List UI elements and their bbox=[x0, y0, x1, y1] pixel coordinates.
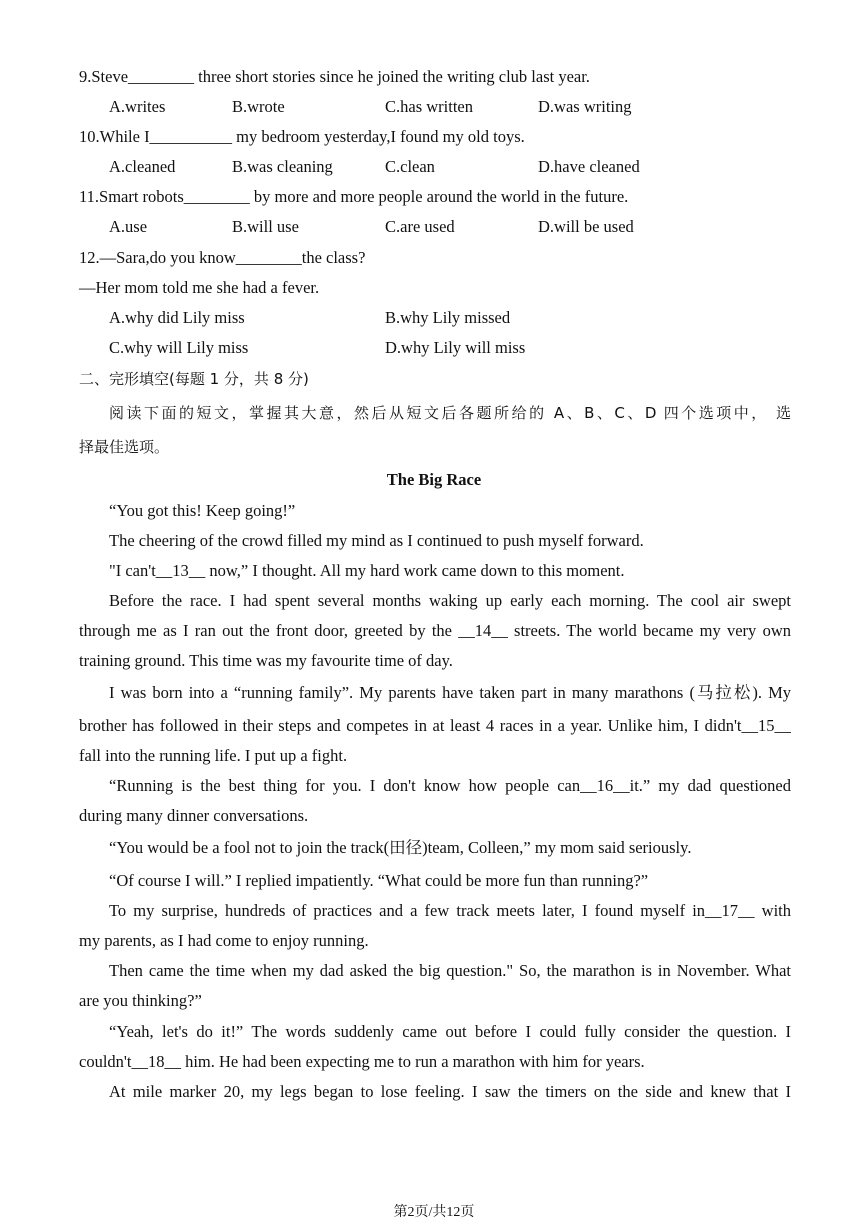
passage-line: “You would be a fool not to join the track(田径)team, Colleen,” my mom said seriously. bbox=[109, 838, 692, 857]
passage-line: "I can't__13__ now,” I thought. All my hard work came down to this moment. bbox=[109, 561, 625, 580]
passage-line: through me as I ran out the front door, greeted by the __14__ streets. The world became my very own bbox=[79, 621, 791, 640]
section-instruction-line2: 择最佳选项。 bbox=[79, 438, 170, 456]
passage-line: brother has followed in their steps and competes in at least 4 races in a year. Unlike him, I didn't__15__ bbox=[79, 716, 791, 735]
passage-line: I was born into a “running family”. My parents have taken part in many marathons (马拉松). My bbox=[109, 683, 791, 702]
question-11-stem: 11.Smart robots________ by more and more people around the world in the future. bbox=[79, 187, 629, 206]
option-b: B.will use bbox=[232, 217, 299, 236]
passage-line: “Of course I will.” I replied impatiently. “What could be more fun than running?” bbox=[109, 871, 649, 890]
section-heading: 二、完形填空(每题 1 分，共 8 分) bbox=[79, 370, 309, 388]
passage-line: The cheering of the crowd filled my mind as I continued to push myself forward. bbox=[109, 531, 644, 550]
passage-line: my parents, as I had come to enjoy running. bbox=[79, 931, 369, 950]
passage-line: training ground. This time was my favourite time of day. bbox=[79, 651, 453, 670]
passage-line: “Running is the best thing for you. I don't know how people can__16__it.” my dad questioned bbox=[109, 776, 791, 795]
option-b: B.wrote bbox=[232, 97, 285, 116]
option-a: A.cleaned bbox=[109, 157, 176, 176]
passage-line: “Yeah, let's do it!” The words suddenly came out before I could fully consider the question. I bbox=[109, 1022, 791, 1041]
passage-line: during many dinner conversations. bbox=[79, 806, 309, 825]
passage-line: Then came the time when my dad asked the big question." So, the marathon is in November. What bbox=[109, 961, 791, 980]
option-b: B.was cleaning bbox=[232, 157, 333, 176]
passage-title: The Big Race bbox=[386, 470, 482, 489]
passage-line: At mile marker 20, my legs began to lose feeling. I saw the timers on the side and knew that I bbox=[109, 1082, 791, 1101]
option-d: D.why Lily will miss bbox=[385, 338, 526, 357]
question-12-options-row1 bbox=[109, 307, 791, 329]
passage-line: To my surprise, hundreds of practices and a few track meets later, I found myself in__17__ with bbox=[109, 901, 791, 920]
option-c: C.why will Lily miss bbox=[109, 338, 249, 357]
question-12-reply: —Her mom told me she had a fever. bbox=[79, 278, 320, 297]
passage-line: “You got this! Keep going!” bbox=[109, 501, 296, 520]
option-c: C.has written bbox=[385, 97, 473, 116]
question-12-options-row2 bbox=[109, 337, 791, 359]
passage-line: couldn't__18__ him. He had been expecting me to run a marathon with him for years. bbox=[79, 1052, 645, 1071]
question-9-options bbox=[109, 96, 791, 118]
option-d: D.was writing bbox=[538, 97, 632, 116]
passage-line: Before the race. I had spent several months waking up early each morning. The cool air swept bbox=[109, 591, 791, 610]
passage-line: are you thinking?” bbox=[79, 991, 202, 1010]
question-10-options bbox=[109, 156, 791, 178]
option-d: D.have cleaned bbox=[538, 157, 640, 176]
option-d: D.will be used bbox=[538, 217, 634, 236]
section-instruction-line1: 阅读下面的短文，掌握其大意，然后从短文后各题所给的 A、B、C、D 四个选项中， 选 bbox=[109, 404, 791, 422]
option-a: A.why did Lily miss bbox=[109, 308, 245, 327]
option-b: B.why Lily missed bbox=[385, 308, 511, 327]
option-a: A.use bbox=[109, 217, 148, 236]
question-10-stem: 10.While I__________ my bedroom yesterday,I found my old toys. bbox=[79, 127, 525, 146]
question-12-stem: 12.—Sara,do you know________the class? bbox=[79, 248, 366, 267]
option-c: C.clean bbox=[385, 157, 435, 176]
question-11-options bbox=[109, 216, 791, 238]
page-number: 第2页/共12页 bbox=[393, 1205, 475, 1220]
option-c: C.are used bbox=[385, 217, 455, 236]
passage-line: fall into the running life. I put up a fight. bbox=[79, 746, 348, 765]
option-a: A.writes bbox=[109, 97, 166, 116]
question-9-stem: 9.Steve________ three short stories since he joined the writing club last year. bbox=[79, 67, 590, 86]
